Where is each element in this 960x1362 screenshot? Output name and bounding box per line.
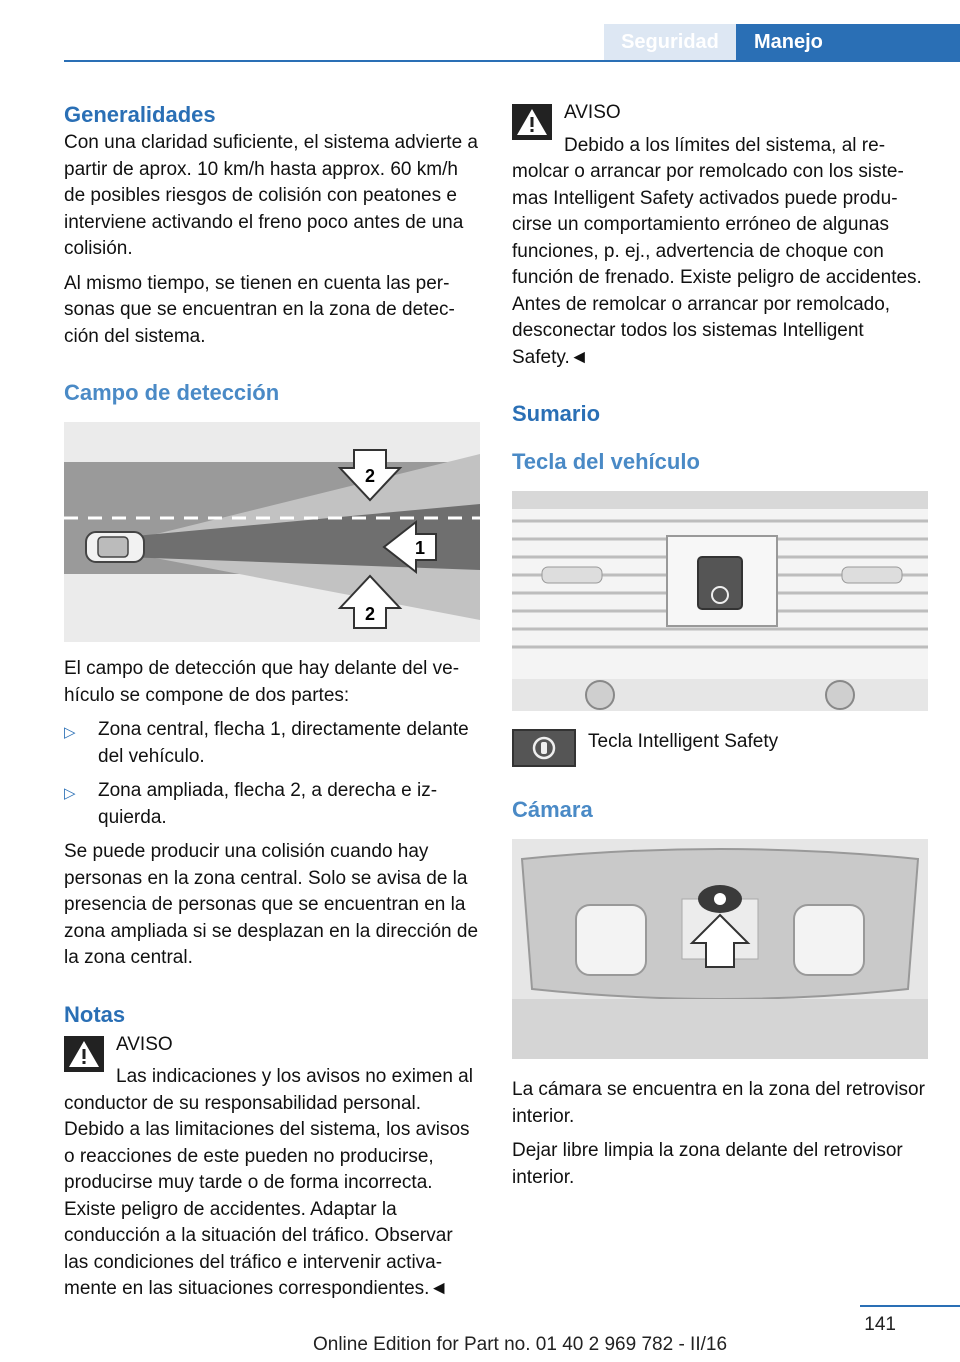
- detection-field-figure: [64, 422, 480, 642]
- bullet-arrow-icon: ▷: [64, 724, 76, 741]
- bullet-arrow-icon: ▷: [64, 785, 76, 802]
- arrow-2-top-label: 2: [364, 466, 376, 486]
- warning-text: Debido a los límites del sistema, al remolcar o arrancar por remolcado con los sistemas Intelligent Safety activados puede producirse un comportamiento erróneo de algunas funciones, p. ej., advertencia de choque con función de frenado. Existe peligro de accidentes. Antes de remolcar o arrancar por remolcado, desconectar todos los sistemas Intelligent Safety.◄: [512, 134, 922, 368]
- paragraph-colision: Se puede producir una colisión cuando hay personas en la zona central. Solo se avisa de la presencia de personas que se encuentran en la zona ampliada si se desplazan en la dirección de la zona central.: [64, 841, 479, 968]
- edition-note: Online Edition for Part no. 01 40 2 969 782 - II/16: [312, 1334, 728, 1355]
- warning-text: Las indicaciones y los avisos no eximen al conductor de su responsabilidad personal. Debido a las limitaciones del sistema, los avisos o reacciones de este pueden no producirse, producirse muy tarde o de forma incorrecta. Existe peligro de accidentes. Adaptar la conducción a la situación del tráfico. Observar las condiciones del tráfico e intervenir activamente en las situaciones correspondientes.◄: [64, 1066, 473, 1299]
- paragraph-camara-1: La cámara se encuentra en la zona del retrovisor interior.: [512, 1079, 925, 1127]
- vehicle-button-figure: [512, 491, 928, 711]
- heading-generalidades: Generalidades: [64, 102, 216, 127]
- right-column: [512, 100, 928, 1191]
- heading-tecla-vehiculo: Tecla del vehículo: [512, 449, 700, 474]
- header-rule: [64, 60, 960, 62]
- paragraph-campo: El campo de detección que hay delante del vehículo se compone de dos partes:: [64, 658, 460, 706]
- heading-sumario: Sumario: [512, 401, 601, 426]
- paragraph-generalidades-2: Al mismo tiempo, se tienen en cuenta las personas que se encuentran en la zona de detección del sistema.: [64, 272, 455, 347]
- heading-camara: Cámara: [512, 797, 593, 822]
- list-item: ▷ Zona ampliada, flecha 2, a derecha e izquierda.: [64, 780, 438, 828]
- key-label: Tecla Intelligent Safety: [588, 731, 779, 752]
- arrow-2-bottom-label: 2: [364, 604, 376, 624]
- key-legend-row: [512, 729, 928, 767]
- page-number: 141: [864, 1314, 896, 1335]
- heading-campo-deteccion: Campo de detección: [64, 380, 280, 405]
- camera-figure: [512, 839, 928, 1059]
- warning-block: [512, 100, 928, 371]
- warning-title: AVISO: [116, 1033, 173, 1055]
- paragraph-generalidades-1: Con una claridad suficiente, el sistema advierte a partir de aprox. 10 km/h hasta approx. 60 km/h de posibles riesgos de colisión con peatones e interviene activando el freno poco antes de una colisión.: [64, 132, 479, 259]
- intelligent-safety-button-icon: [512, 729, 576, 767]
- list-item: ▷ Zona central, flecha 1, directamente delante del vehículo.: [64, 719, 469, 767]
- paragraph-camara-2: Dejar libre limpia la zona delante del retrovisor interior.: [512, 1140, 903, 1188]
- warning-triangle-icon: [64, 1036, 104, 1072]
- warning-block: [64, 1032, 480, 1303]
- footer-rule: [860, 1305, 960, 1307]
- arrow-1-label: 1: [414, 538, 426, 558]
- tab-seguridad[interactable]: Seguridad: [604, 24, 736, 61]
- zone-list: [64, 717, 480, 839]
- warning-triangle-icon: [512, 104, 552, 140]
- heading-notas: Notas: [64, 1001, 126, 1027]
- tab-manejo[interactable]: Manejo: [736, 24, 960, 61]
- left-column: [64, 100, 480, 1303]
- warning-title: AVISO: [564, 102, 621, 123]
